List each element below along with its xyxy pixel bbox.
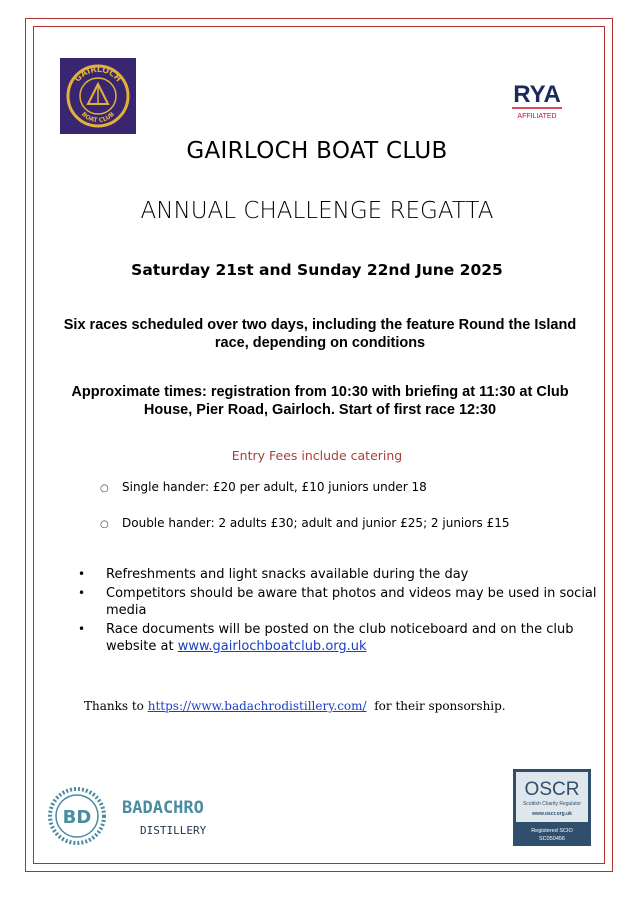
badachro-name: BADACHRO xyxy=(122,798,204,818)
fee-item-text: Double hander: 2 adults £30; adult and junior £25; 2 juniors £15 xyxy=(122,516,510,530)
bullet-icon: • xyxy=(78,586,86,600)
club-name-heading: GAIRLOCH BOAT CLUB xyxy=(186,138,448,164)
list-item-text: Competitors should be aware that photos and videos may be used in social media xyxy=(106,586,597,618)
bullet-icon: • xyxy=(78,567,86,581)
thanks-suffix: for their sponsorship. xyxy=(374,699,506,713)
times-description: Approximate times: registration from 10:30 with briefing at 11:30 at Club House, Pier Road, Gairloch. Start of first race 12:30 xyxy=(71,384,569,418)
badachro-distillery-logo xyxy=(48,786,228,846)
rya-sub-text: AFFILIATED xyxy=(517,113,557,120)
circle-bullet-icon: ○ xyxy=(100,483,109,494)
event-name-heading: ANNUAL CHALLENGE REGATTA xyxy=(140,198,494,224)
gairloch-boat-club-logo xyxy=(60,58,136,134)
badachro-initials: BD xyxy=(62,807,92,828)
list-item xyxy=(78,585,598,619)
info-bullet-list xyxy=(78,566,598,657)
bullet-icon: • xyxy=(78,622,86,636)
list-item-text: Race documents will be posted on the club noticeboard and on the club website at www.gairlochboatclub.org.uk xyxy=(106,622,574,654)
badachro-sub: DISTILLERY xyxy=(140,824,207,837)
gairloch-logo-line2: BOAT CLUB xyxy=(79,110,117,125)
sponsor-thanks xyxy=(84,699,506,713)
fee-item-text: Single hander: £20 per adult, £10 juniors under 18 xyxy=(122,480,427,494)
oscr-sub3: Registered SCIO xyxy=(531,828,573,834)
fees-heading: Entry Fees include catering xyxy=(231,448,403,463)
fee-item xyxy=(100,480,427,494)
rya-main-text: RYA xyxy=(513,81,561,108)
thanks-prefix: Thanks to xyxy=(84,699,144,713)
oscr-sub2: www.oscr.org.uk xyxy=(532,811,572,817)
fee-item xyxy=(100,516,510,530)
rya-affiliated-logo xyxy=(498,70,576,128)
svg-text:GAIRLOCH xyxy=(73,65,123,84)
circle-bullet-icon: ○ xyxy=(100,519,109,530)
club-website-link[interactable]: www.gairlochboatclub.org.uk xyxy=(177,639,367,654)
oscr-sub1: Scottish Charity Regulator xyxy=(522,801,582,807)
list-item xyxy=(78,621,598,655)
oscr-registered-logo xyxy=(513,769,591,846)
sponsor-link[interactable]: https://www.badachrodistillery.com/ xyxy=(147,699,367,713)
list-item-text: Refreshments and light snacks available during the day xyxy=(106,567,469,582)
races-description: Six races scheduled over two days, including the feature Round the Island race, depending on conditions xyxy=(63,317,577,351)
event-dates: Saturday 21st and Sunday 22nd June 2025 xyxy=(131,261,503,279)
oscr-main: OSCR xyxy=(524,779,580,800)
oscr-sub4: SC050456 xyxy=(539,836,565,842)
list-item xyxy=(78,566,598,583)
gairloch-logo-line1: GAIRLOCH xyxy=(72,64,124,84)
